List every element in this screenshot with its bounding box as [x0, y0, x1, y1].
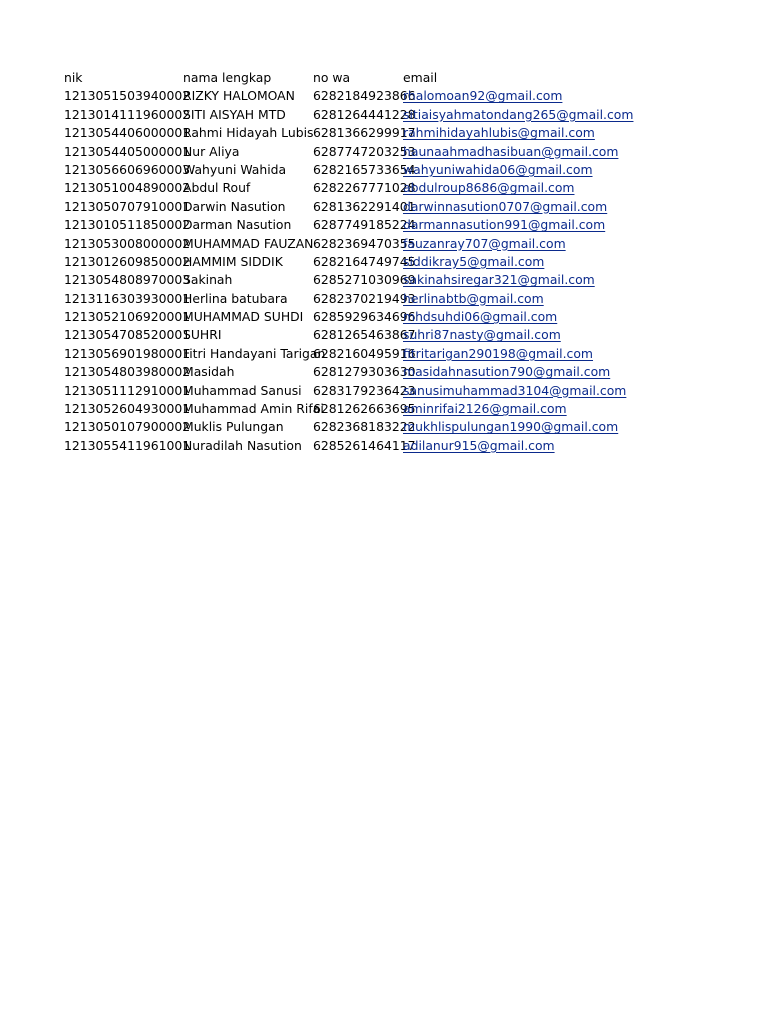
table-row	[64, 124, 768, 142]
table-row	[64, 418, 768, 436]
cell-email	[403, 326, 723, 344]
table-row	[64, 345, 768, 363]
cell-email	[403, 161, 723, 179]
cell-email	[403, 382, 723, 400]
cell-nama-lengkap: MUHAMMAD SUHDI	[183, 309, 304, 325]
cell-nik: 1213116303930001	[64, 290, 191, 306]
cell-email	[403, 271, 723, 289]
cell-nik: 1213054708520001	[64, 327, 191, 343]
table-row	[64, 290, 768, 308]
cell-nik: 1213052106920001	[64, 309, 191, 325]
table-row	[64, 161, 768, 179]
cell-email	[403, 179, 723, 197]
table-header-row	[64, 69, 768, 87]
email-link[interactable]: abdulroup8686@gmail.com	[403, 180, 575, 196]
table-row	[64, 382, 768, 400]
cell-no-wa: 6281279303630	[313, 364, 416, 380]
cell-no-wa: 6285261464117	[313, 437, 416, 453]
cell-nik: 1213010511850002	[64, 217, 191, 233]
cell-nama-lengkap: Nur Aliya	[183, 143, 240, 159]
cell-no-wa: 6287747203253	[313, 143, 416, 159]
cell-no-wa: 6285929634696	[313, 309, 416, 325]
cell-nama-lengkap: Abdul Rouf	[183, 180, 251, 196]
cell-email	[403, 418, 723, 436]
email-link[interactable]: suhri87nasty@gmail.com	[403, 327, 561, 343]
table-row	[64, 271, 768, 289]
cell-nama-lengkap: Darman Nasution	[183, 217, 292, 233]
table-row	[64, 363, 768, 381]
cell-nik: 1213014111960002	[64, 106, 191, 122]
table-row	[64, 308, 768, 326]
email-link[interactable]: aminrifai2126@gmail.com	[403, 401, 567, 417]
cell-nik: 1213054808970003	[64, 272, 191, 288]
email-link[interactable]: sitiaisyahmatondang265@gmail.com	[403, 106, 634, 122]
cell-nik: 1213056901980001	[64, 345, 191, 361]
table-row	[64, 216, 768, 234]
cell-email	[403, 106, 723, 124]
cell-no-wa: 6282368183222	[313, 419, 416, 435]
email-link[interactable]: herlinabtb@gmail.com	[403, 290, 544, 306]
cell-email	[403, 216, 723, 234]
cell-nama-lengkap: Masidah	[183, 364, 235, 380]
header-email: email	[403, 70, 438, 85]
cell-nama-lengkap: Wahyuni Wahida	[183, 161, 287, 177]
cell-email	[403, 290, 723, 308]
email-link[interactable]: masidahnasution790@gmail.com	[403, 364, 611, 380]
email-link[interactable]: mukhlispulungan1990@gmail.com	[403, 419, 619, 435]
cell-no-wa: 6282369470355	[313, 235, 416, 251]
cell-nama-lengkap: MUHAMMAD FAUZAN	[183, 235, 314, 251]
cell-no-wa: 6281366299917	[313, 125, 416, 141]
cell-no-wa: 6282164749745	[313, 253, 416, 269]
cell-nik: 1213054406000001	[64, 125, 191, 141]
cell-nama-lengkap: Herlina batubara	[183, 290, 288, 306]
table-row	[64, 437, 768, 455]
email-link[interactable]: rhalomoan92@gmail.com	[403, 88, 563, 104]
email-link[interactable]: fauzanray707@gmail.com	[403, 235, 566, 251]
cell-email	[403, 363, 723, 381]
email-link[interactable]: sanusimuhammad3104@gmail.com	[403, 382, 627, 398]
header-nik: nik	[64, 70, 83, 85]
email-link[interactable]: wahyuniwahida06@gmail.com	[403, 161, 593, 177]
email-link[interactable]: darwinnasution0707@gmail.com	[403, 198, 608, 214]
cell-nama-lengkap: Nuradilah Nasution	[183, 437, 302, 453]
header-nama-lengkap: nama lengkap	[183, 70, 272, 85]
cell-nama-lengkap: SUHRI	[183, 327, 222, 343]
table-row	[64, 143, 768, 161]
cell-no-wa: 6281362291401	[313, 198, 416, 214]
cell-nama-lengkap: Fitri Handayani Tarigan	[183, 345, 326, 361]
table-row	[64, 235, 768, 253]
cell-nik: 1213055411961001	[64, 437, 191, 453]
table-row	[64, 253, 768, 271]
email-link[interactable]: adilanur915@gmail.com	[403, 437, 555, 453]
cell-nama-lengkap: Muklis Pulungan	[183, 419, 284, 435]
table-body	[64, 87, 768, 455]
cell-nik: 1213050707910001	[64, 198, 191, 214]
spreadsheet-table	[64, 69, 768, 455]
cell-nama-lengkap: Rahmi Hidayah Lubis	[183, 125, 314, 141]
cell-nik: 1213050107900002	[64, 419, 191, 435]
email-link[interactable]: haunaahmadhasibuan@gmail.com	[403, 143, 619, 159]
cell-nik: 1213052604930001	[64, 401, 191, 417]
cell-email	[403, 437, 723, 455]
cell-nik: 1213051503940002	[64, 88, 191, 104]
cell-nama-lengkap: Darwin Nasution	[183, 198, 286, 214]
cell-nik: 1213053008000002	[64, 235, 191, 251]
cell-nik: 1213054803980002	[64, 364, 191, 380]
header-no-wa: no wa	[313, 70, 351, 85]
cell-no-wa: 6281265463867	[313, 327, 416, 343]
table-row	[64, 179, 768, 197]
cell-email	[403, 124, 723, 142]
cell-email	[403, 253, 723, 271]
cell-nama-lengkap: Sakinah	[183, 272, 233, 288]
cell-no-wa: 6285271030969	[313, 272, 416, 288]
cell-nama-lengkap: Muhammad Sanusi	[183, 382, 302, 398]
cell-email	[403, 308, 723, 326]
cell-nama-lengkap: RIZKY HALOMOAN	[183, 88, 295, 104]
cell-email	[403, 235, 723, 253]
cell-no-wa: 6281264441228	[313, 106, 416, 122]
cell-email	[403, 345, 723, 363]
email-link[interactable]: mhdsuhdi06@gmail.com	[403, 309, 558, 325]
cell-nik: 1213054405000001	[64, 143, 191, 159]
cell-no-wa: 6287749185224	[313, 217, 416, 233]
cell-nik: 1213051004890002	[64, 180, 191, 196]
cell-no-wa: 6282160495916	[313, 345, 416, 361]
cell-no-wa: 6282184923866	[313, 88, 416, 104]
cell-nik: 1213012609850002	[64, 253, 191, 269]
cell-nama-lengkap: SITI AISYAH MTD	[183, 106, 286, 122]
cell-no-wa: 6281262663695	[313, 401, 416, 417]
table-row	[64, 198, 768, 216]
table-row	[64, 400, 768, 418]
cell-nik: 1213056606960003	[64, 161, 191, 177]
cell-nik: 1213051112910001	[64, 382, 191, 398]
email-link[interactable]: siddikray5@gmail.com	[403, 253, 545, 269]
cell-nama-lengkap: Muhammad Amin Rifai	[183, 401, 324, 417]
cell-no-wa: 6282267771028	[313, 180, 416, 196]
email-link[interactable]: fitritarigan290198@gmail.com	[403, 345, 594, 361]
email-link[interactable]: sakinahsiregar321@gmail.com	[403, 272, 595, 288]
table-row	[64, 106, 768, 124]
table-row	[64, 326, 768, 344]
cell-no-wa: 6282370219493	[313, 290, 416, 306]
cell-no-wa: 6283179236423	[313, 382, 416, 398]
cell-email	[403, 143, 723, 161]
email-link[interactable]: rahmihidayahlubis@gmail.com	[403, 125, 595, 141]
email-link[interactable]: darmannasution991@gmail.com	[403, 217, 606, 233]
cell-email	[403, 400, 723, 418]
cell-email	[403, 198, 723, 216]
cell-nama-lengkap: HAMMIM SIDDIK	[183, 253, 283, 269]
cell-email	[403, 87, 723, 105]
table-row	[64, 87, 768, 105]
cell-no-wa: 6282165733654	[313, 161, 416, 177]
